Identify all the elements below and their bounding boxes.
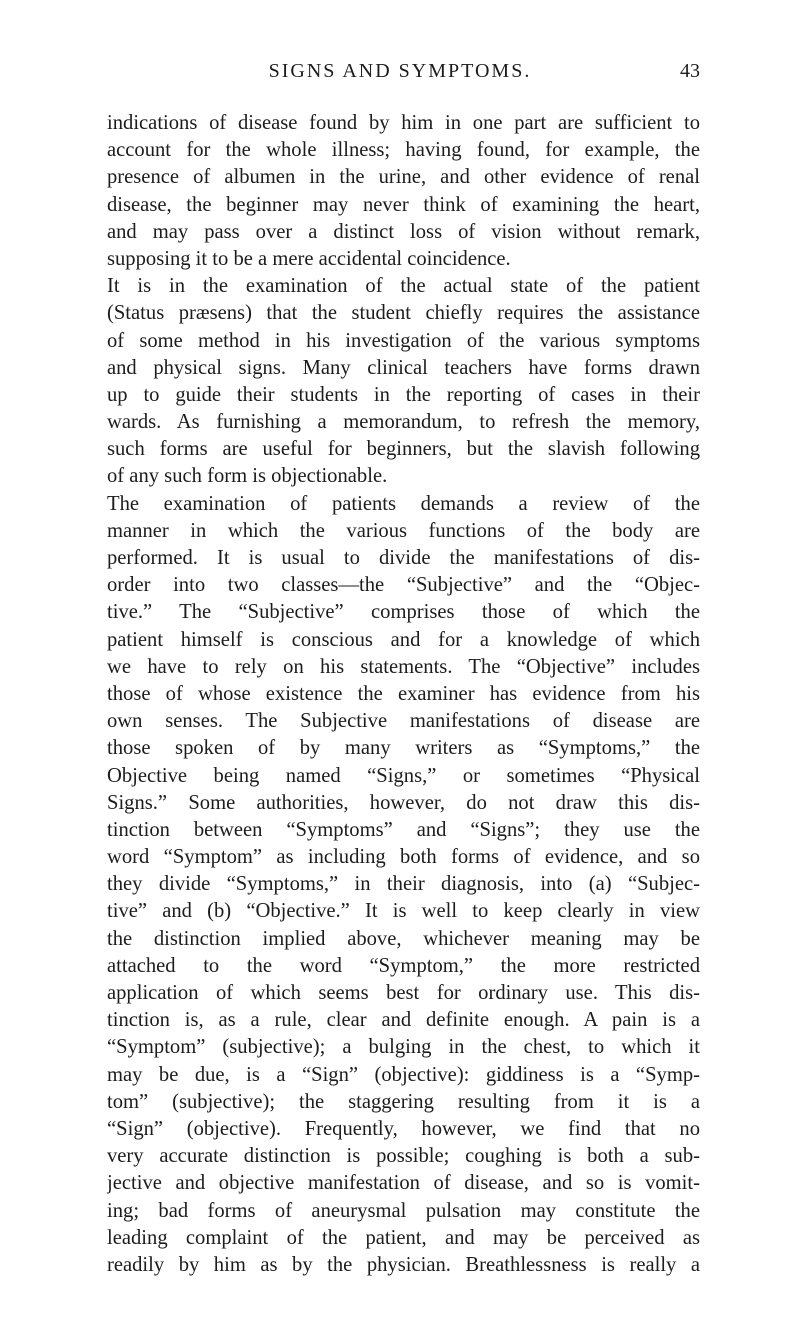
text-line: tive” and (b) “Objective.” It is well to keep clearly in view (107, 900, 700, 923)
text-line: such forms are useful for beginners, but the slavish following (107, 438, 700, 461)
text-line: tom” (subjective); the staggering resulting from it is a (107, 1090, 700, 1113)
text-line: patient himself is conscious and for a knowledge of which (107, 628, 700, 651)
running-title: SIGNS AND SYMPTOMS. (268, 60, 532, 82)
text-line: (Status præsens) that the student chiefly requires the assistance (107, 302, 700, 325)
text-line: “Symptom” (subjective); a bulging in the chest, to which it (107, 1036, 700, 1059)
text-line: up to guide their students in the reporting of cases in their (107, 383, 700, 406)
text-line: supposing it to be a mere accidental coincidence. (107, 247, 511, 270)
text-line: word “Symptom” as including both forms of evidence, and so (107, 846, 700, 869)
text-line: very accurate distinction is possible; coughing is both a sub- (107, 1145, 700, 1168)
page-number: 43 (680, 60, 700, 82)
text-line: disease, the beginner may never think of examining the heart, (107, 193, 700, 216)
running-head (0, 60, 800, 90)
text-line: wards. As furnishing a memorandum, to refresh the memory, (107, 411, 700, 434)
text-line: leading complaint of the patient, and may be perceived as (107, 1226, 700, 1249)
text-line: attached to the word “Symptom,” the more restricted (107, 954, 700, 977)
text-line: they divide “Symptoms,” in their diagnosis, into (a) “Subjec- (107, 873, 700, 896)
text-line: tive.” The “Subjective” comprises those of which the (107, 601, 700, 624)
text-line: ing; bad forms of aneurysmal pulsation may constitute the (107, 1199, 700, 1222)
text-line: tinction is, as a rule, clear and definite enough. A pain is a (107, 1009, 700, 1032)
text-line: Objective being named “Signs,” or sometimes “Physical (107, 764, 700, 787)
text-line: may be due, is a “Sign” (objective): giddiness is a “Symp- (107, 1063, 700, 1086)
text-line: manner in which the various functions of the body are (107, 519, 700, 542)
text-line: those spoken of by many writers as “Symptoms,” the (107, 737, 700, 760)
text-line: and may pass over a distinct loss of vision without remark, (107, 220, 700, 243)
text-line: order into two classes—the “Subjective” and the “Objec- (107, 574, 700, 597)
text-line: readily by him as by the physician. Breathlessness is really a (107, 1253, 700, 1276)
text-line: Signs.” Some authorities, however, do not draw this dis- (107, 791, 700, 814)
text-line: we have to rely on his statements. The “Objective” includes (107, 655, 700, 678)
text-line: of some method in his investigation of the various symptoms (107, 329, 700, 352)
text-line: presence of albumen in the urine, and other evidence of renal (107, 166, 700, 189)
text-line: tinction between “Symptoms” and “Signs”; they use the (107, 818, 700, 841)
text-line: the distinction implied above, whichever meaning may be (107, 927, 700, 950)
text-line: own senses. The Subjective manifestations of disease are (107, 710, 700, 733)
text-line: performed. It is usual to divide the manifestations of dis- (107, 547, 700, 569)
text-line: “Sign” (objective). Frequently, however, we find that no (107, 1117, 700, 1140)
text-line: It is in the examination of the actual state of the patient (107, 275, 700, 298)
text-line: indications of disease found by him in one part are sufficient to (107, 112, 700, 134)
text-line: jective and objective manifestation of disease, and so is vomit- (107, 1172, 700, 1195)
text-line: those of whose existence the examiner has evidence from his (107, 682, 700, 705)
text-line: account for the whole illness; having found, for example, the (107, 139, 700, 162)
text-line: of any such form is objectionable. (107, 465, 388, 488)
text-line: application of which seems best for ordinary use. This dis- (107, 982, 700, 1004)
text-line: The examination of patients demands a review of the (107, 492, 700, 515)
text-line: and physical signs. Many clinical teachers have forms drawn (107, 356, 700, 379)
body-text (107, 110, 700, 1279)
